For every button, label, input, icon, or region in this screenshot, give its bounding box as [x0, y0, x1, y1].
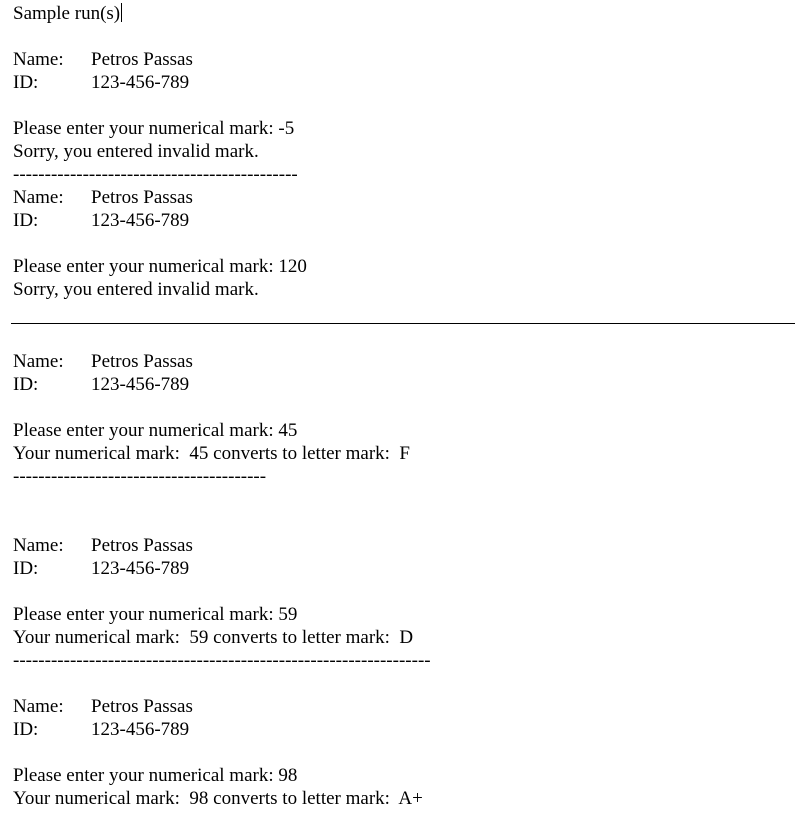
- id-label: ID:: [13, 72, 39, 93]
- name-line: [13, 186, 193, 209]
- prompt-line: Please enter your numerical mark: 120: [13, 256, 307, 277]
- horizontal-rule: [11, 323, 795, 324]
- title-text: Sample run(s): [13, 3, 121, 24]
- id-label: ID:: [13, 719, 39, 740]
- dash-separator: ----------------------------------------: [13, 466, 267, 487]
- id-line: [13, 373, 190, 396]
- result-line: Your numerical mark: 98 converts to letter mark: A+: [13, 788, 423, 809]
- result-line: Sorry, you entered invalid mark.: [13, 279, 259, 300]
- name-value: Petros Passas: [91, 351, 193, 372]
- id-value: 123-456-789: [91, 558, 190, 579]
- name-value: Petros Passas: [91, 49, 193, 70]
- name-label: Name:: [13, 535, 64, 556]
- id-value: 123-456-789: [91, 374, 190, 395]
- prompt-line: Please enter your numerical mark: 98: [13, 765, 298, 786]
- name-line: [13, 534, 193, 557]
- name-value: Petros Passas: [91, 696, 193, 717]
- id-label: ID:: [13, 210, 39, 231]
- id-label: ID:: [13, 374, 39, 395]
- id-line: [13, 209, 190, 232]
- id-label: ID:: [13, 558, 39, 579]
- id-line: [13, 557, 190, 580]
- result-line: Sorry, you entered invalid mark.: [13, 141, 259, 162]
- prompt-line: Please enter your numerical mark: 59: [13, 604, 298, 625]
- result-line: Your numerical mark: 45 converts to letter mark: F: [13, 443, 410, 464]
- result-line: Your numerical mark: 59 converts to letter mark: D: [13, 627, 414, 648]
- name-line: [13, 48, 193, 71]
- prompt-line: Please enter your numerical mark: -5: [13, 118, 295, 139]
- name-value: Petros Passas: [91, 535, 193, 556]
- dash-separator: ---------------------------------------------: [13, 164, 298, 185]
- name-line: [13, 695, 193, 718]
- name-label: Name:: [13, 49, 64, 70]
- name-line: [13, 350, 193, 373]
- dash-separator: ------------------------------------------------------------------: [13, 650, 431, 671]
- id-line: [13, 718, 190, 741]
- id-value: 123-456-789: [91, 72, 190, 93]
- name-label: Name:: [13, 696, 64, 717]
- prompt-line: Please enter your numerical mark: 45: [13, 420, 298, 441]
- text-cursor: [121, 3, 122, 22]
- id-line: [13, 71, 190, 94]
- id-value: 123-456-789: [91, 210, 190, 231]
- document-title: [13, 2, 122, 25]
- name-label: Name:: [13, 351, 64, 372]
- id-value: 123-456-789: [91, 719, 190, 740]
- name-label: Name:: [13, 187, 64, 208]
- name-value: Petros Passas: [91, 187, 193, 208]
